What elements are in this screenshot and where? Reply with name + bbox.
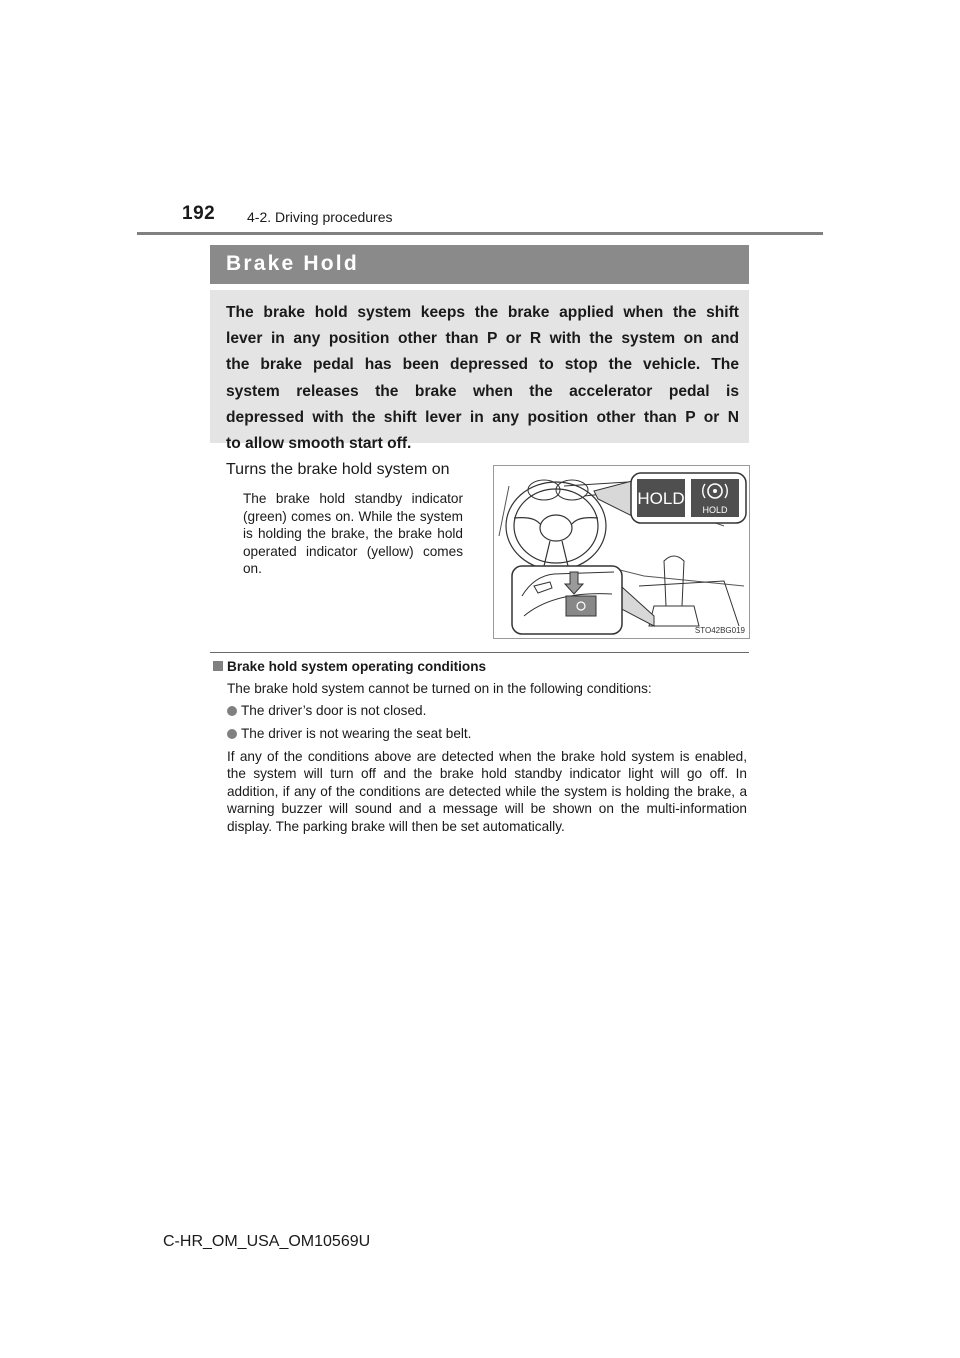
conditions-heading <box>213 659 486 674</box>
intro-line: to allow smooth start off. <box>226 435 412 453</box>
section-divider <box>210 652 749 653</box>
intro-box <box>210 290 749 453</box>
list-item <box>227 703 426 718</box>
bullet-icon <box>227 729 237 739</box>
figure-code: STO42BG019 <box>694 626 745 635</box>
footer-code: C-HR_OM_USA_OM10569U <box>163 1233 371 1250</box>
dashboard-drawing <box>494 466 749 638</box>
title-bar <box>210 245 749 284</box>
intro-line: the brake pedal has been depressed to stop the vehicle. The <box>226 356 739 374</box>
intro-text <box>226 300 739 457</box>
intro-line: lever in any position other than P or R with the system on and <box>226 330 739 348</box>
page-number: 192 <box>182 203 216 224</box>
brake-hold-switch-icon <box>566 596 596 616</box>
list-item-text: The driver is not wearing the seat belt. <box>241 726 472 741</box>
hold-indicator-label: HOLD <box>637 489 685 508</box>
intro-line: depressed with the shift lever in any position other than P or N <box>226 408 739 426</box>
header-rule <box>137 232 823 235</box>
conditions-paragraph: If any of the conditions above are detected when the brake hold system is enabled, the system will turn off and the brake hold standby indicator light will go off. In addition, if any of the conditions are detected while the system is holding the brake, a warning buzzer will sound and a message will be shown on the multi-information display. The parking brake will then be set automatically. <box>227 749 747 834</box>
bullet-icon <box>227 706 237 716</box>
brake-hold-illustration <box>493 465 750 639</box>
square-bullet-icon <box>213 661 223 671</box>
page-title: Brake Hold <box>226 252 359 275</box>
conditions-intro: The brake hold system cannot be turned on in the following conditions: <box>227 681 652 696</box>
turns-on-heading: Turns the brake hold system on <box>226 461 450 478</box>
intro-line: The brake hold system keeps the brake applied when the shift <box>226 304 739 321</box>
list-item <box>227 726 471 741</box>
conditions-heading-text: Brake hold system operating conditions <box>227 659 487 674</box>
brake-hold-icon-label: HOLD <box>702 505 728 515</box>
section-label: 4-2. Driving procedures <box>247 209 393 225</box>
turns-on-description: The brake hold standby indicator (green) comes on. While the system is holding the brake, the brake hold operated indicator (yellow) comes on. <box>243 491 463 577</box>
intro-line: system releases the brake when the accelerator pedal is <box>226 382 739 400</box>
list-item-text: The driver’s door is not closed. <box>241 703 427 718</box>
